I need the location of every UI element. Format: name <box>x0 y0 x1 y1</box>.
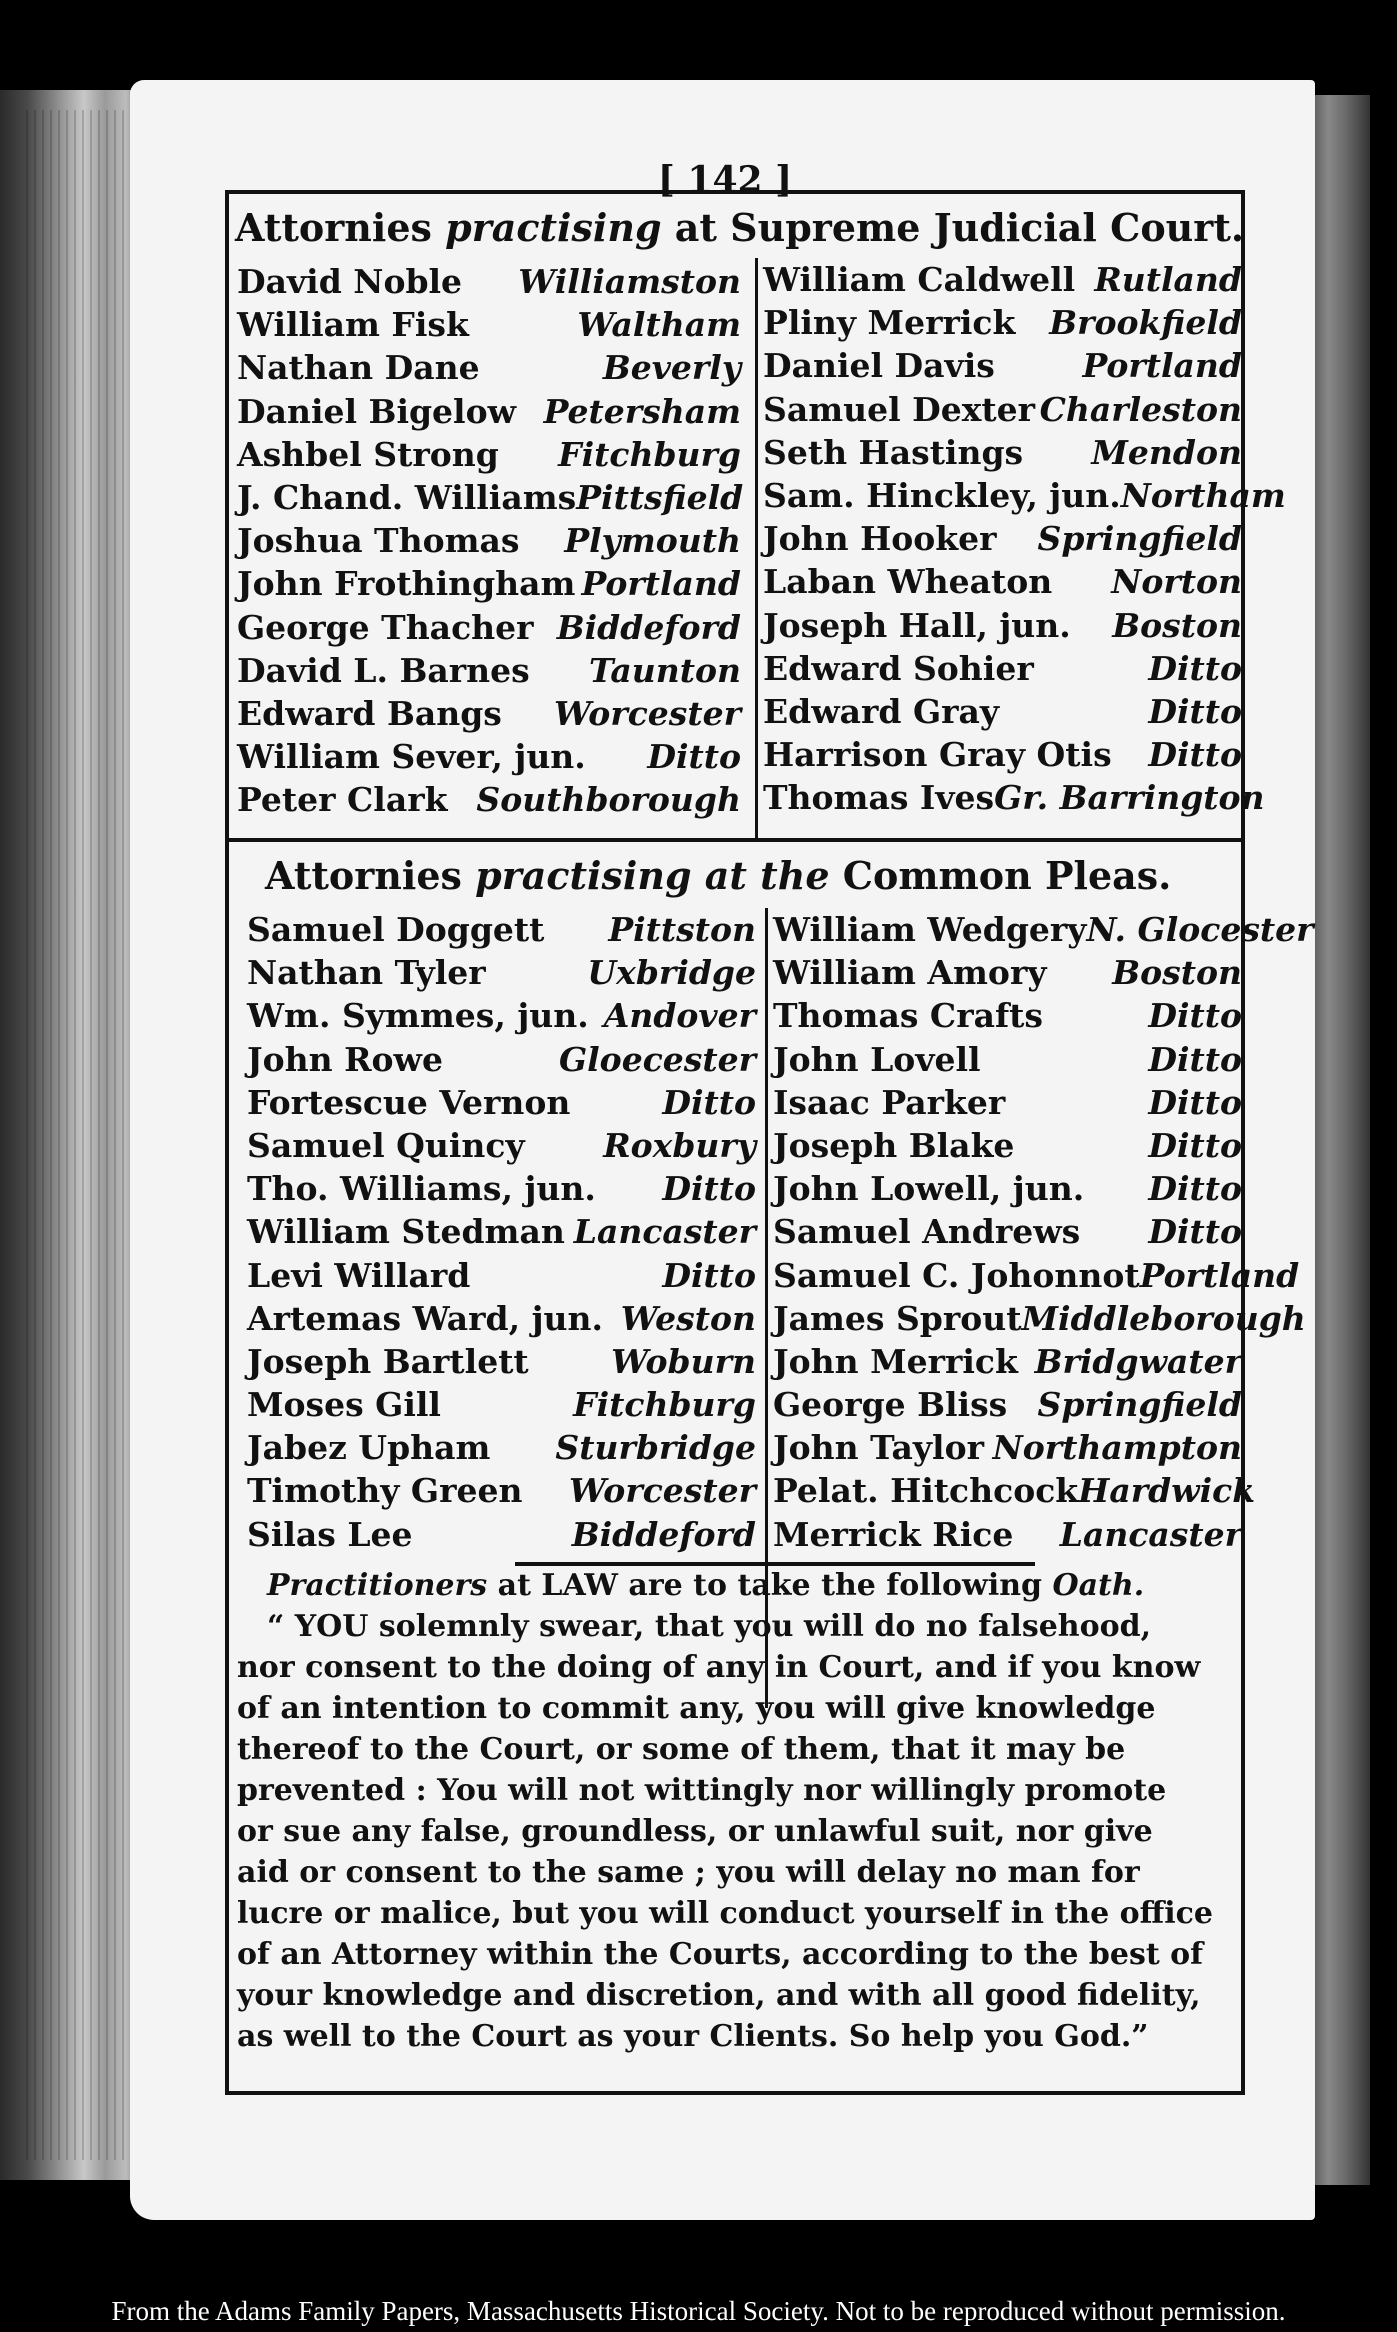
attorney-row <box>763 344 1248 387</box>
attorney-town: Ditto <box>1148 996 1242 1036</box>
attorney-town: Ditto <box>1148 1082 1242 1122</box>
attorney-town: N. Glocester <box>1086 910 1314 949</box>
attorney-name: Edward Bangs <box>237 693 502 733</box>
attorney-name: John Lovell <box>773 1039 981 1079</box>
attorney-town: Northam <box>1120 475 1286 515</box>
title-part: Common Pleas. <box>829 853 1172 898</box>
page-number: [ 142 ] <box>657 159 793 201</box>
attorney-row <box>763 301 1248 344</box>
attorney-name: John Taylor <box>773 1428 984 1468</box>
attorney-row <box>247 1297 762 1340</box>
oath-heading-end: Oath. <box>1052 1568 1145 1603</box>
attorney-name: George Bliss <box>773 1385 1008 1425</box>
attorney-row <box>247 1124 762 1167</box>
attorney-row <box>773 1383 1248 1426</box>
attorney-town: Springfield <box>1037 519 1242 559</box>
attorney-name: Edward Sohier <box>763 648 1034 688</box>
attorney-town: Ditto <box>1148 1039 1242 1079</box>
attorney-town: Middleborough <box>1021 1298 1306 1338</box>
attorney-name: Joshua Thomas <box>237 521 520 561</box>
attorney-town: Ditto <box>662 1169 756 1209</box>
attorney-name: Silas Lee <box>247 1514 413 1554</box>
oath-line: of an intention to commit any, you will give knowledge <box>237 1691 1156 1726</box>
oath-paragraph <box>237 1565 1237 2057</box>
attorney-town: Springfield <box>1037 1385 1242 1425</box>
oath-line: “ YOU solemnly swear, that you will do no falsehood, <box>267 1609 1152 1644</box>
attorney-name: Merrick Rice <box>773 1514 1014 1554</box>
attorney-name: William Sever, jun. <box>237 737 586 777</box>
attorney-town: Gloecester <box>558 1039 756 1079</box>
oath-line: prevented : You will not wittingly nor willingly promote <box>237 1773 1167 1808</box>
attorney-row <box>763 474 1286 517</box>
attorney-row <box>237 692 747 735</box>
attorney-name: William Fisk <box>237 305 469 345</box>
attorney-town: Boston <box>1112 953 1242 993</box>
attorney-name: John Merrick <box>773 1341 1018 1381</box>
attorney-name: Daniel Davis <box>763 346 995 386</box>
attorney-name: John Frothingham <box>237 564 576 604</box>
attorney-row <box>773 1167 1248 1210</box>
attorney-town: Ditto <box>1148 1212 1242 1252</box>
attorney-town: Boston <box>1112 605 1242 645</box>
attorney-town: Ditto <box>1148 691 1242 731</box>
attorney-name: Samuel C. Johonnot <box>773 1255 1140 1295</box>
attorney-name: Pelat. Hitchcock <box>773 1471 1079 1511</box>
attorney-name: John Lowell, jun. <box>773 1169 1085 1209</box>
attorney-row <box>237 562 747 605</box>
page-edge-lines <box>20 110 130 2160</box>
attorney-name: William Caldwell <box>763 260 1076 299</box>
attorney-town: Ditto <box>647 737 741 777</box>
attorney-row <box>247 908 762 951</box>
attorney-name: Laban Wheaton <box>763 562 1053 602</box>
attorney-name: Artemas Ward, jun. <box>247 1298 604 1338</box>
attorney-row <box>763 517 1248 560</box>
attorney-name: Ashbel Strong <box>237 434 499 474</box>
attorney-row <box>773 1081 1248 1124</box>
attorney-row <box>247 1210 762 1253</box>
attorney-town: Southborough <box>476 780 741 820</box>
attorney-name: J. Chand. Williams <box>237 477 577 517</box>
section-title-common-pleas <box>265 848 1275 904</box>
attorney-name: Joseph Hall, jun. <box>763 605 1071 645</box>
attorney-name: Thomas Crafts <box>773 996 1043 1036</box>
attorney-name: Fortescue Vernon <box>247 1082 571 1122</box>
attorney-name: Levi Willard <box>247 1255 471 1295</box>
attorney-town: Ditto <box>662 1255 756 1295</box>
attorney-name: Joseph Bartlett <box>247 1341 529 1381</box>
oath-heading-text: at LAW are to take the following <box>487 1568 1053 1603</box>
attorney-row <box>237 606 747 649</box>
attorney-row <box>237 346 747 389</box>
attorney-town: Beverly <box>602 348 741 388</box>
attorney-row <box>763 647 1248 690</box>
attorney-name: Daniel Bigelow <box>237 391 517 431</box>
attorney-row <box>247 1383 762 1426</box>
attorney-town: Williamston <box>518 262 741 301</box>
attorney-row <box>237 649 747 692</box>
attorney-name: Joseph Blake <box>773 1125 1015 1165</box>
section-title-supreme-court <box>235 200 1245 256</box>
attorney-row <box>237 778 747 821</box>
attorney-town: Mendon <box>1091 432 1242 472</box>
attorney-town: Worcester <box>553 693 741 733</box>
attorney-name: Jabez Upham <box>247 1428 491 1468</box>
facing-page-edge <box>1310 95 1370 2185</box>
column-divider <box>755 258 758 838</box>
attorney-town: Taunton <box>588 650 741 690</box>
attorney-row <box>763 560 1248 603</box>
attorney-name: William Amory <box>773 953 1047 993</box>
attorney-town: Rutland <box>1094 260 1242 299</box>
attorney-name: William Wedgery <box>773 910 1087 949</box>
attorney-name: John Hooker <box>763 519 997 559</box>
attorney-town: Lancaster <box>1059 1514 1242 1554</box>
oath-line: of an Attorney within the Courts, according to the best of <box>237 1937 1204 1972</box>
attorney-town: Norton <box>1111 562 1242 602</box>
attorney-town: Fitchburg <box>573 1385 756 1425</box>
attorney-town: Pittsfield <box>576 477 744 517</box>
attorney-row <box>773 1038 1248 1081</box>
attorney-row <box>763 776 1265 819</box>
attorney-town: Lancaster <box>573 1212 756 1252</box>
attorney-town: Hardwick <box>1078 1471 1256 1511</box>
attorney-row <box>237 433 747 476</box>
attorney-town: Pittston <box>608 910 756 949</box>
oath-heading <box>237 1565 1237 1606</box>
common-right-column <box>773 908 1314 1556</box>
attorney-row <box>237 476 747 519</box>
attorney-name: Timothy Green <box>247 1471 523 1511</box>
title-part-italic: practising <box>445 205 662 250</box>
attorney-row <box>247 1254 762 1297</box>
attorney-name: Peter Clark <box>237 780 448 820</box>
printed-text-block <box>225 150 1314 2095</box>
attorney-row <box>773 1513 1248 1556</box>
attorney-name: Samuel Andrews <box>773 1212 1081 1252</box>
attorney-name: Harrison Gray Otis <box>763 735 1112 775</box>
attorney-row <box>247 1513 762 1556</box>
attorney-town: Bridgwater <box>1034 1341 1242 1381</box>
attorney-name: Samuel Dexter <box>763 389 1036 429</box>
attorney-row <box>247 1340 762 1383</box>
attorney-town: Brookfield <box>1049 303 1242 343</box>
attorney-row <box>247 951 762 994</box>
attorney-name: John Rowe <box>247 1039 443 1079</box>
attorney-row <box>773 1254 1300 1297</box>
supreme-left-column <box>237 260 747 821</box>
attorney-row <box>763 690 1248 733</box>
archive-caption: From the Adams Family Papers, Massachusetts Historical Society. Not to be reproduced without permission. <box>111 2296 1286 2326</box>
attorney-town: Portland <box>1082 346 1242 386</box>
attorney-row <box>247 1038 762 1081</box>
section-divider <box>225 838 1245 842</box>
attorney-row <box>773 1469 1256 1512</box>
title-part: at Supreme Judicial Court. <box>661 205 1245 250</box>
attorney-town: Fitchburg <box>558 434 741 474</box>
attorney-name: William Stedman <box>247 1212 565 1252</box>
oath-line: or sue any false, groundless, or unlawful suit, nor give <box>237 1814 1153 1849</box>
oath-line: as well to the Court as your Clients. So help you God.” <box>237 2019 1149 2054</box>
attorney-town: Petersham <box>543 391 741 431</box>
attorney-row <box>247 1081 762 1124</box>
attorney-row <box>763 388 1248 431</box>
attorney-town: Andover <box>603 996 756 1036</box>
title-part: Attornies <box>265 853 476 898</box>
attorney-row <box>773 1297 1306 1340</box>
attorney-name: Nathan Dane <box>237 348 480 388</box>
attorney-row <box>773 1124 1248 1167</box>
attorney-town: Ditto <box>1148 1169 1242 1209</box>
oath-line: lucre or malice, but you will conduct yourself in the office <box>237 1896 1213 1931</box>
attorney-town: Ditto <box>662 1082 756 1122</box>
attorney-name: Tho. Williams, jun. <box>247 1169 596 1209</box>
attorney-name: Isaac Parker <box>773 1082 1006 1122</box>
attorney-name: David Noble <box>237 262 463 301</box>
attorney-row <box>773 1210 1248 1253</box>
attorney-town: Charleston <box>1039 389 1242 429</box>
attorney-name: Edward Gray <box>763 691 1000 731</box>
attorney-town: Uxbridge <box>587 953 756 993</box>
oath-line: your knowledge and discretion, and with all good fidelity, <box>237 1978 1201 2013</box>
attorney-row <box>763 604 1248 647</box>
attorney-row <box>773 994 1248 1037</box>
attorney-row <box>247 1426 762 1469</box>
oath-line: aid or consent to the same ; you will delay no man for <box>237 1855 1140 1890</box>
title-part: Attornies <box>235 205 446 250</box>
oath-line: nor consent to the doing of any in Court, and if you know <box>237 1650 1201 1685</box>
attorney-town: Sturbridge <box>555 1428 756 1468</box>
attorney-town: Gr. Barrington <box>994 778 1265 818</box>
attorney-name: David L. Barnes <box>237 650 530 690</box>
attorney-town: Worcester <box>568 1471 756 1511</box>
attorney-town: Woburn <box>611 1341 756 1381</box>
attorney-row <box>237 390 747 433</box>
oath-line: thereof to the Court, or some of them, that it may be <box>237 1732 1126 1767</box>
attorney-row <box>773 1426 1248 1469</box>
attorney-row <box>763 733 1248 776</box>
attorney-name: James Sprout <box>773 1298 1022 1338</box>
attorney-row <box>237 260 747 303</box>
attorney-row <box>247 994 762 1037</box>
oath-lines <box>237 1606 1237 2057</box>
common-left-column <box>247 908 762 1556</box>
attorney-name: Seth Hastings <box>763 432 1024 472</box>
attorney-town: Portland <box>1139 1255 1300 1295</box>
attorney-town: Northampton <box>992 1428 1242 1468</box>
attorney-name: George Thacher <box>237 607 534 647</box>
attorney-row <box>773 908 1314 951</box>
attorney-row <box>247 1167 762 1210</box>
attorney-name: Samuel Doggett <box>247 910 545 949</box>
attorney-row <box>773 1340 1248 1383</box>
attorney-town: Ditto <box>1148 648 1242 688</box>
attorney-town: Roxbury <box>603 1125 756 1165</box>
attorney-name: Nathan Tyler <box>247 953 486 993</box>
attorney-name: Samuel Quincy <box>247 1125 525 1165</box>
attorney-town: Ditto <box>1148 735 1242 775</box>
attorney-name: Sam. Hinckley, jun. <box>763 475 1121 515</box>
attorney-town: Ditto <box>1148 1125 1242 1165</box>
attorney-name: Thomas Ives <box>763 778 995 818</box>
supreme-right-column <box>763 258 1286 819</box>
attorney-row <box>237 519 747 562</box>
attorney-row <box>237 303 747 346</box>
attorney-town: Biddeford <box>571 1514 756 1554</box>
attorney-row <box>763 431 1248 474</box>
attorney-row <box>237 735 747 778</box>
attorney-town: Waltham <box>577 305 741 345</box>
attorney-town: Portland <box>581 564 741 604</box>
attorney-name: Wm. Symmes, jun. <box>247 996 589 1036</box>
oath-heading-italic: Practitioners <box>267 1568 488 1603</box>
attorney-row <box>247 1469 762 1512</box>
attorney-name: Moses Gill <box>247 1385 441 1425</box>
attorney-name: Pliny Merrick <box>763 303 1016 343</box>
attorney-town: Plymouth <box>564 521 741 561</box>
attorney-town: Weston <box>620 1298 756 1338</box>
attorney-row <box>773 951 1248 994</box>
title-part-italic: practising at the <box>475 853 830 898</box>
attorney-row <box>763 258 1248 301</box>
attorney-town: Biddeford <box>556 607 741 647</box>
